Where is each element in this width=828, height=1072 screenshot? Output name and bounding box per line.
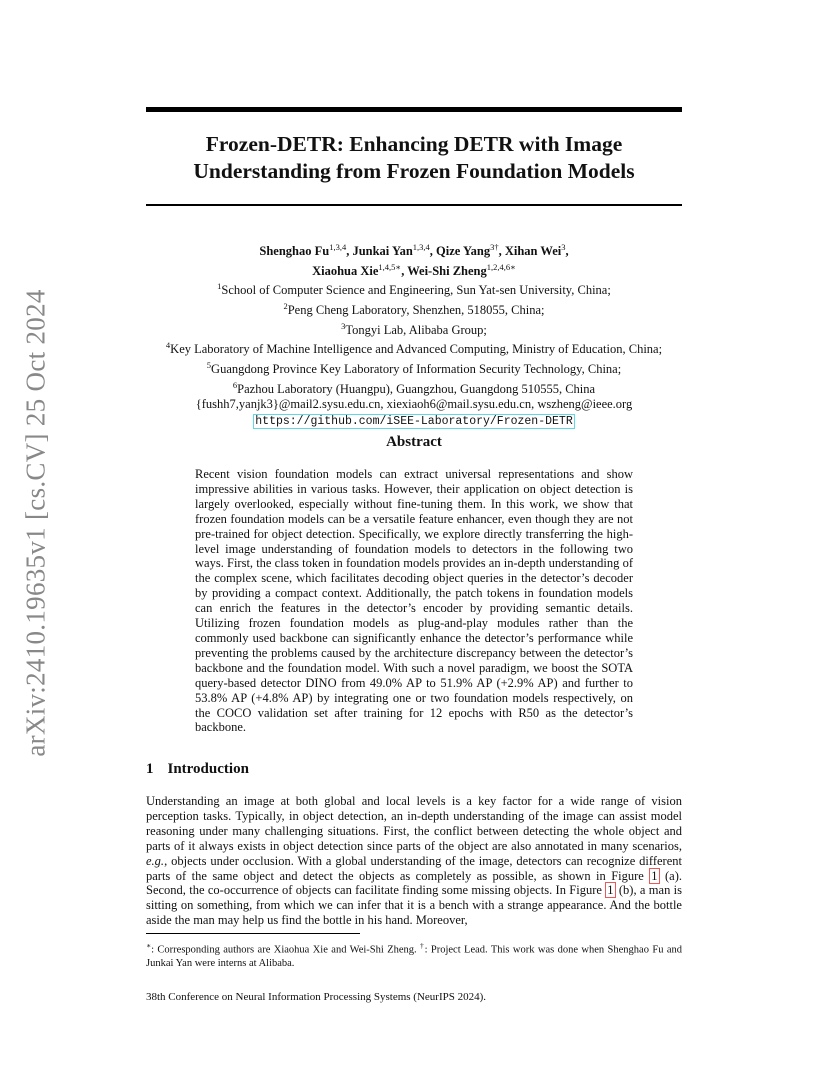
- affiliation-5: [120, 358, 708, 378]
- author-name: Junkai Yan: [352, 244, 413, 259]
- abstract-body: Recent vision foundation models can extract universal representations and show impressive abilities in various tasks. However, their application on object detection is largely overlooked, especially without fine-tuning them. In this work, we show that frozen foundation models can be a versatile feature enhancer, even though they are not pre-trained for object detection. Specifically, we explore directly transferring the high-level image understanding of foundation models to detectors in the following two ways. First, the class token in foundation models provides an in-depth understanding of the complex scene, which facilitates decoding object queries in the detector’s decoder by providing a compact context. Additionally, the patch tokens in foundation models can enrich the features in the detector’s encoder by providing semantic details. Utilizing frozen foundation models as plug-and-play modules rather than the commonly used backbone can significantly enhance the detector’s performance while preventing the problems caused by the architecture discrepancy between the detector’s backbone and the foundation model. With such a novel paradigm, we boost the SOTA query-based detector DINO from 49.0% AP to 51.9% AP (+2.9% AP) and further to 53.8% AP (+4.8% AP) by integrating one or two foundation models respectively, on the COCO validation set after training for 12 epochs with R50 as the detector’s backbone.: [195, 467, 633, 735]
- affiliation-4: [120, 338, 708, 358]
- footnote-marker: †: [420, 941, 425, 950]
- conference-line: 38th Conference on Neural Information Processing Systems (NeurIPS 2024).: [146, 991, 487, 1003]
- section-heading-introduction: [146, 761, 249, 778]
- affiliation-number: 5: [206, 359, 212, 370]
- footnote-text: : Corresponding authors are Xiaohua Xie and Wei-Shi Zheng.: [151, 944, 421, 956]
- author-names-line-2: Xiaohua Xie$^{1,4,5∗}$, Wei-Shi Zheng$^{1,2,4,6∗}$: [312, 261, 516, 278]
- author-affil-sup: 1,2,4,6∗: [486, 261, 516, 272]
- footnote: [146, 939, 682, 970]
- affiliation-6: [120, 378, 708, 398]
- affiliation-number: 1: [217, 281, 222, 292]
- footnote-text: : Project Lead. This work was done when Shenghao Fu and Junkai Yan were interns at Alibaba.: [146, 944, 683, 969]
- repo-link-line: [120, 413, 708, 430]
- section-title: Introduction: [167, 761, 249, 777]
- author-emails: {fushh7,yanjk3}@mail2.sysu.edu.cn, xiexiaoh6@mail.sysu.edu.cn, wszheng@ieee.org: [195, 397, 633, 412]
- author-affil-sup: 3: [561, 242, 566, 252]
- title-bottom-rule: [146, 204, 682, 206]
- section-number: 1: [146, 761, 154, 777]
- footnote-marker: ∗: [146, 941, 152, 950]
- figure-reference-link[interactable]: 1: [651, 868, 658, 883]
- affiliation-2: [120, 299, 708, 319]
- affiliation-text: School of Computer Science and Engineering, Sun Yat-sen University, China;: [221, 283, 611, 298]
- author-name: Shenghao Fu: [259, 244, 330, 259]
- intro-text: Understanding an image at both global and local levels is a key factor for a wide range of vision perception tasks. Typically, in object detection, an in-depth understanding of the image can assist model reasoning under many challenging situations. First, the conflict between detecting the whole object and parts of it always exists in object detection since parts of the object are also annotated in many scenarios,: [146, 794, 682, 853]
- paper-title: [146, 131, 682, 185]
- affiliation-number: 2: [283, 300, 288, 311]
- author-name: Qize Yang: [436, 244, 491, 259]
- figure-reference-link[interactable]: 1: [607, 883, 614, 898]
- affiliation-number: 3: [341, 320, 346, 331]
- affiliation-text: Key Laboratory of Machine Intelligence and Advanced Computing, Ministry of Education, China;: [170, 342, 663, 357]
- affiliation-text: Peng Cheng Laboratory, Shenzhen, 518055, China;: [287, 303, 545, 318]
- arxiv-stamp-text: arXiv:2410.19635v1 [cs.CV] 25 Oct 2024: [20, 289, 51, 757]
- affiliation-text: Guangdong Province Key Laboratory of Information Security Technology, China;: [211, 362, 622, 377]
- author-affil-sup: 1,3,4: [329, 242, 347, 252]
- intro-text: (b), a man is sitting on something, from which we can infer that it is a bench with a strange appearance. And the bottle aside the man may help us find the bottle in his hand. Moreover,: [146, 883, 683, 928]
- affiliation-text: Pazhou Laboratory (Huangpu), Guangzhou, Guangdong 510555, China: [237, 381, 596, 396]
- intro-text-italic: e.g.: [146, 853, 165, 868]
- repo-link[interactable]: https://github.com/iSEE-Laboratory/Frozen-DETR: [255, 414, 573, 428]
- author-affil-sup: 1,4,5∗: [378, 261, 402, 272]
- affiliation-1: [120, 279, 708, 299]
- author-name: Wei-Shi Zheng: [407, 263, 487, 278]
- affiliation-number: 6: [232, 379, 238, 390]
- author-name: Xiaohua Xie: [312, 263, 379, 278]
- affiliation-3: [120, 319, 708, 339]
- abstract-heading: Abstract: [386, 434, 442, 450]
- author-affil-sup: 1,3,4: [412, 242, 430, 252]
- author-names-line-1: Shenghao Fu$^{1,3,4}$, Junkai Yan$^{1,3,4}$, Qize Yang$^{3\dagger}$, Xihan Wei$^3$,: [259, 242, 569, 259]
- introduction-paragraph: [146, 794, 682, 928]
- intro-text: (a). Second, the co-occurrence of objects can facilitate finding some missing objects. In Figure: [146, 868, 682, 898]
- title-top-rule: [146, 107, 682, 112]
- title-line-1: Frozen-DETR: Enhancing DETR with Image: [205, 132, 623, 156]
- author-block: [120, 240, 708, 429]
- title-line-2: Understanding from Frozen Foundation Models: [193, 159, 635, 183]
- author-name: Xihan Wei: [504, 244, 562, 259]
- intro-text: , objects under occlusion. With a global understanding of the image, detectors can recognize different parts of the same object and detect the objects as completely as possible, as shown in Figure: [146, 853, 682, 883]
- affiliation-text: Tongyi Lab, Alibaba Group;: [345, 322, 487, 337]
- affiliation-number: 4: [165, 340, 171, 351]
- author-affil-sup: 3†: [490, 242, 499, 252]
- footnote-rule: [146, 933, 360, 934]
